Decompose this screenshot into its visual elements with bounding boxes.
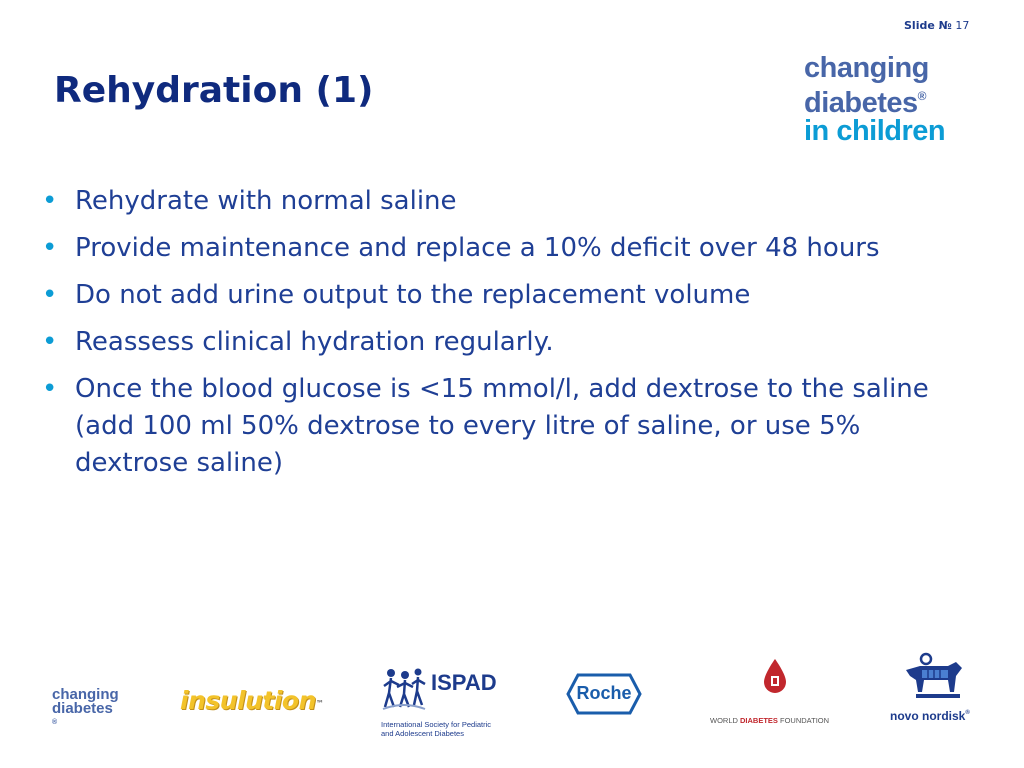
novo-nordisk-logo [888,652,980,732]
blood-drop-icon [762,658,788,694]
roche-name: Roche [576,683,632,703]
roche-logo [566,673,642,715]
bullet-list [42,183,972,492]
ispad-name: ISPAD [431,670,497,695]
changing-diabetes-logo [52,688,119,733]
logo-line-2-text: diabetes [804,87,918,119]
bullet-dot-icon: • [42,374,58,404]
novo-nordisk-name-text: novo nordisk [890,709,966,723]
insulution-name: insulution [180,686,316,715]
novo-nordisk-name [890,709,970,723]
bullet-dot-icon: • [42,233,58,263]
world-diabetes-foundation-logo [708,656,838,726]
bullet-item [42,183,972,220]
bullet-item [42,230,972,267]
apis-bull-icon [900,652,966,706]
slide-number-value: 17 [955,19,970,32]
ispad-figures-icon [381,665,427,711]
slide-number [904,19,969,32]
bullet-text: Once the blood glucose is <15 mmol/l, add dextrose to the saline (add 100 ml 50% dextrose to every litre of saline, or use 5% dextrose saline) [75,374,929,478]
logo-registered-mark: ® [917,89,927,103]
bullet-text: Provide maintenance and replace a 10% deficit over 48 hours [75,233,880,263]
wdf-text-prefix: WORLD [710,716,740,725]
slide-title: Rehydration (1) [54,70,374,111]
wdf-text-emphasis: DIABETES [740,716,778,725]
logo-line-3: in children [804,115,946,147]
logo-line-2 [804,82,945,117]
ispad-subtitle-line-1: International Society for Pediatric [381,720,492,729]
wdf-text-suffix: FOUNDATION [777,716,830,725]
changing-diabetes-mark: ® [52,719,58,726]
novo-nordisk-mark: ® [965,710,970,716]
changing-diabetes-in-children-logo [804,54,945,145]
bullet-dot-icon: • [42,186,58,216]
ispad-subtitle-line-2: and Adolescent Diabetes [381,729,464,738]
bullet-text: Do not add urine output to the replacement volume [75,280,751,310]
bullet-item [42,324,972,361]
insulution-mark: ™ [315,699,324,708]
logo-line-1: changing [804,52,929,84]
changing-diabetes-line-1: changing [52,686,119,703]
insulution-logo [180,686,323,715]
changing-diabetes-line-2 [52,702,119,733]
bullet-text: Reassess clinical hydration regularly. [75,327,554,357]
bullet-text: Rehydrate with normal saline [75,186,457,216]
bullet-item [42,277,972,314]
wdf-text [710,716,829,725]
slide-number-label: Slide № [904,19,952,32]
bullet-dot-icon: • [42,280,58,310]
bullet-item [42,371,972,482]
partner-logos-footer [0,645,1024,745]
changing-diabetes-line-2-text: diabetes [52,700,113,717]
bullet-dot-icon: • [42,327,58,357]
ispad-logo [381,665,511,741]
